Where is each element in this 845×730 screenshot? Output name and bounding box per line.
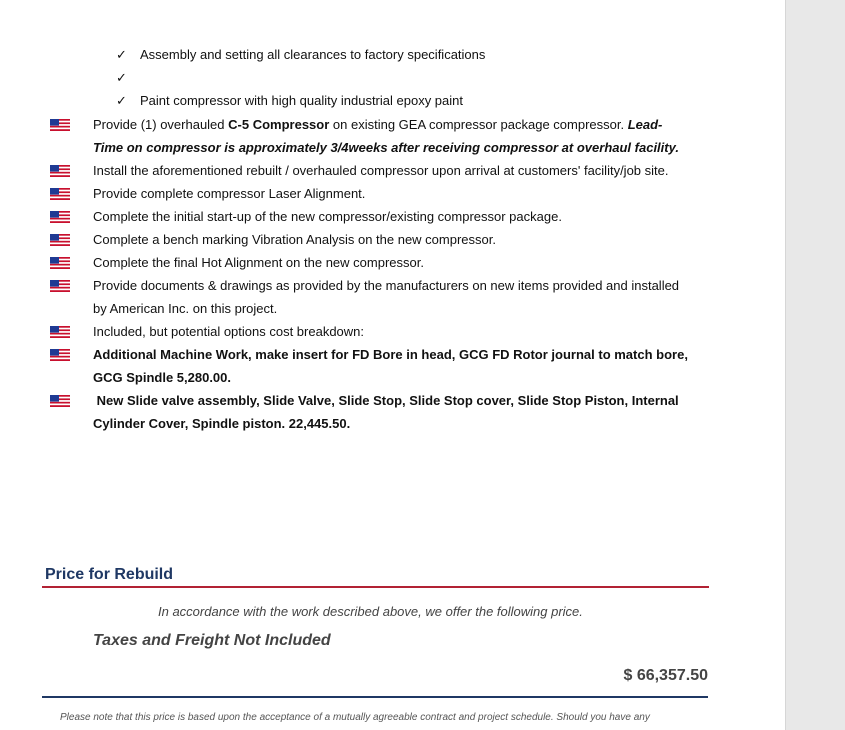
option-text: Cylinder Cover, Spindle piston. 22,445.50. xyxy=(93,416,351,431)
lead-time-label: Lead- xyxy=(627,117,663,132)
us-flag-icon xyxy=(50,326,70,338)
section-title: Price for Rebuild xyxy=(45,566,174,583)
bullet-item xyxy=(50,205,710,228)
bullet-text: on existing GEA compressor package compressor. xyxy=(329,117,628,132)
viewer-background xyxy=(785,0,845,730)
lead-time-text: Time on compressor is approximately 3/4weeks after receiving compressor at overhaul facility. xyxy=(93,140,679,155)
checklist-item xyxy=(116,70,140,86)
bullet-item xyxy=(50,274,710,320)
us-flag-icon xyxy=(50,257,70,269)
checklist-text: Assembly and setting all clearances to factory specifications xyxy=(140,47,486,62)
bullet-item xyxy=(50,113,710,159)
us-flag-icon xyxy=(50,395,70,407)
option-text: GCG Spindle 5,280.00. xyxy=(93,370,231,385)
checklist-text: Paint compressor with high quality industrial epoxy paint xyxy=(140,93,464,108)
us-flag-icon xyxy=(50,188,70,200)
bullet-text: Install the aforementioned rebuilt / overhauled compressor upon arrival at customers' facility/job site. xyxy=(93,163,669,178)
bullet-text: Provide documents & drawings as provided by the manufacturers on new items provided and installed xyxy=(93,278,680,293)
bullet-text: Provide complete compressor Laser Alignment. xyxy=(93,186,366,201)
bullet-text: Provide (1) overhauled xyxy=(93,117,229,132)
option-text: Additional Machine Work, make insert for FD Bore in head, GCG FD Rotor journal to match bore, xyxy=(93,347,688,362)
total-price: $ 66,357.50 xyxy=(623,667,708,684)
us-flag-icon xyxy=(50,349,70,361)
accordance-text: In accordance with the work described above, we offer the following price. xyxy=(158,604,583,619)
bullet-item xyxy=(50,343,710,389)
checkmark-icon: ✓ xyxy=(116,93,127,108)
us-flag-icon xyxy=(50,165,70,177)
checkmark-icon: ✓ xyxy=(116,47,127,62)
us-flag-icon xyxy=(50,211,70,223)
bullet-text: Complete the initial start-up of the new compressor/existing compressor package. xyxy=(93,209,562,224)
us-flag-icon xyxy=(50,280,70,292)
option-text: New Slide valve assembly, Slide Valve, Slide Stop, Slide Stop cover, Slide Stop Piston, Internal xyxy=(93,393,679,408)
checklist-item xyxy=(116,93,463,109)
bullet-item xyxy=(50,182,710,205)
bullet-item xyxy=(50,228,710,251)
us-flag-icon xyxy=(50,119,70,131)
checklist-item xyxy=(116,47,485,63)
bullet-text: by American Inc. on this project. xyxy=(93,301,278,316)
disclaimer-note: Please note that this price is based upon the acceptance of a mutually agreeable contract and project schedule. Should you have any xyxy=(60,712,650,723)
bullet-item xyxy=(50,320,710,343)
taxes-note: Taxes and Freight Not Included xyxy=(93,632,331,649)
bullet-text: Included, but potential options cost breakdown: xyxy=(93,324,365,339)
bullet-item xyxy=(50,389,710,435)
compressor-model: C-5 Compressor xyxy=(228,117,330,132)
checkmark-icon: ✓ xyxy=(116,70,127,85)
divider xyxy=(42,586,709,588)
divider xyxy=(42,696,708,698)
bullet-item xyxy=(50,251,710,274)
us-flag-icon xyxy=(50,234,70,246)
bullet-text: Complete a bench marking Vibration Analysis on the new compressor. xyxy=(93,232,496,247)
bullet-item xyxy=(50,159,710,182)
bullet-text: Complete the final Hot Alignment on the new compressor. xyxy=(93,255,424,270)
